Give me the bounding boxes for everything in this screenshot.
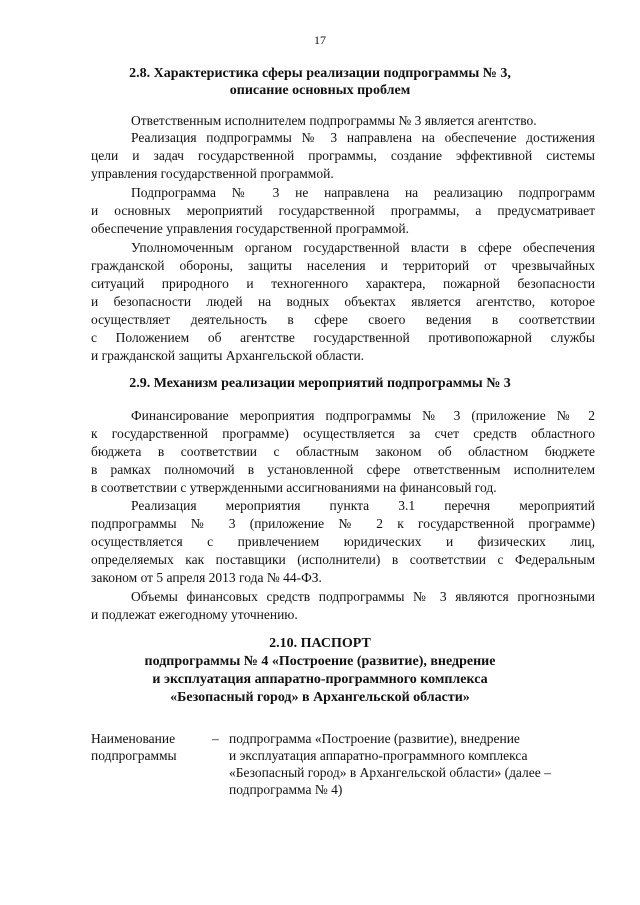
passport-title: 2.10. ПАСПОРТ	[269, 636, 371, 651]
paragraph-line: с Положением об агентстве государственной противопожарной службы	[91, 330, 595, 345]
paragraph-line: бюджета в соответствии с областным законом об областном бюджете	[91, 444, 595, 459]
passport-subtitle: «Безопасный город» в Архангельской области»	[170, 690, 470, 705]
passport-row-label: подпрограммы	[91, 748, 177, 763]
paragraph-line: в рамках полномочий в установленной сфере ответственным исполнителем	[91, 462, 595, 477]
passport-row-value: подпрограмма № 4)	[229, 782, 343, 797]
passport-row-value: «Безопасный город» в Архангельской области» (далее –	[229, 765, 551, 780]
section-heading: 2.9. Механизм реализации мероприятий подпрограммы № 3	[129, 376, 511, 391]
section-heading: 2.8. Характеристика сферы реализации подпрограммы № 3,	[129, 66, 511, 81]
paragraph-line: определяемых как поставщики (исполнители) в соответствии с Федеральным	[91, 552, 595, 567]
passport-subtitle: подпрограммы № 4 «Построение (развитие), внедрение	[144, 654, 496, 669]
paragraph-line: и основных мероприятий государственной программы, а предусматривает	[91, 203, 595, 218]
paragraph-line: осуществляет деятельность в сфере своего ведения в соответствии	[91, 312, 595, 327]
paragraph-line: и безопасности людей на водных объектах является агентство, которое	[91, 294, 595, 309]
paragraph-line: гражданской обороны, защиты населения и территорий от чрезвычайных	[91, 258, 595, 273]
page-number: 17	[314, 33, 326, 47]
paragraph-line: Реализация подпрограммы № 3 направлена на обеспечение достижения	[131, 130, 595, 145]
paragraph-line: Ответственным исполнителем подпрограммы № 3 является агентство.	[131, 113, 537, 128]
paragraph-line: Реализация мероприятия пункта 3.1 перечня мероприятий	[131, 498, 595, 513]
paragraph-line: законом от 5 апреля 2013 года № 44-ФЗ.	[91, 570, 322, 585]
paragraph-line: цели и задач государственной программы, создание эффективной системы	[91, 148, 595, 163]
paragraph-line: обеспечение управления государственной программой.	[91, 221, 409, 236]
paragraph-line: Финансирование мероприятия подпрограммы № 3 (приложение № 2	[131, 408, 595, 423]
passport-subtitle: и эксплуатация аппаратно-программного комплекса	[152, 672, 488, 687]
paragraph-line: управления государственной программой.	[91, 166, 334, 181]
paragraph-line: ситуаций природного и техногенного характера, пожарной безопасности	[91, 276, 595, 291]
passport-row-label: Наименование	[91, 731, 176, 746]
paragraph-line: Уполномоченным органом государственной власти в сфере обеспечения	[131, 240, 595, 255]
passport-row-value: подпрограмма «Построение (развитие), внедрение	[229, 731, 520, 746]
section-heading: описание основных проблем	[229, 83, 411, 98]
paragraph-line: в соответствии с утвержденными ассигнованиями на финансовый год.	[91, 480, 497, 495]
paragraph-line: осуществляется с привлечением юридических и физических лиц,	[91, 534, 595, 549]
passport-row-value: и эксплуатация аппаратно-программного комплекса	[229, 748, 528, 763]
paragraph-line: подпрограммы № 3 (приложение № 2 к государственной программе)	[91, 516, 595, 531]
paragraph-line: Подпрограмма № 3 не направлена на реализацию подпрограмм	[131, 185, 595, 200]
paragraph-line: к государственной программе) осуществляется за счет средств областного	[91, 426, 595, 441]
paragraph-line: Объемы финансовых средств подпрограммы № 3 являются прогнозными	[131, 589, 595, 604]
paragraph-line: и подлежат ежегодному уточнению.	[91, 607, 298, 622]
passport-row-dash: –	[212, 731, 219, 746]
paragraph-line: и гражданской защиты Архангельской области.	[91, 348, 365, 363]
